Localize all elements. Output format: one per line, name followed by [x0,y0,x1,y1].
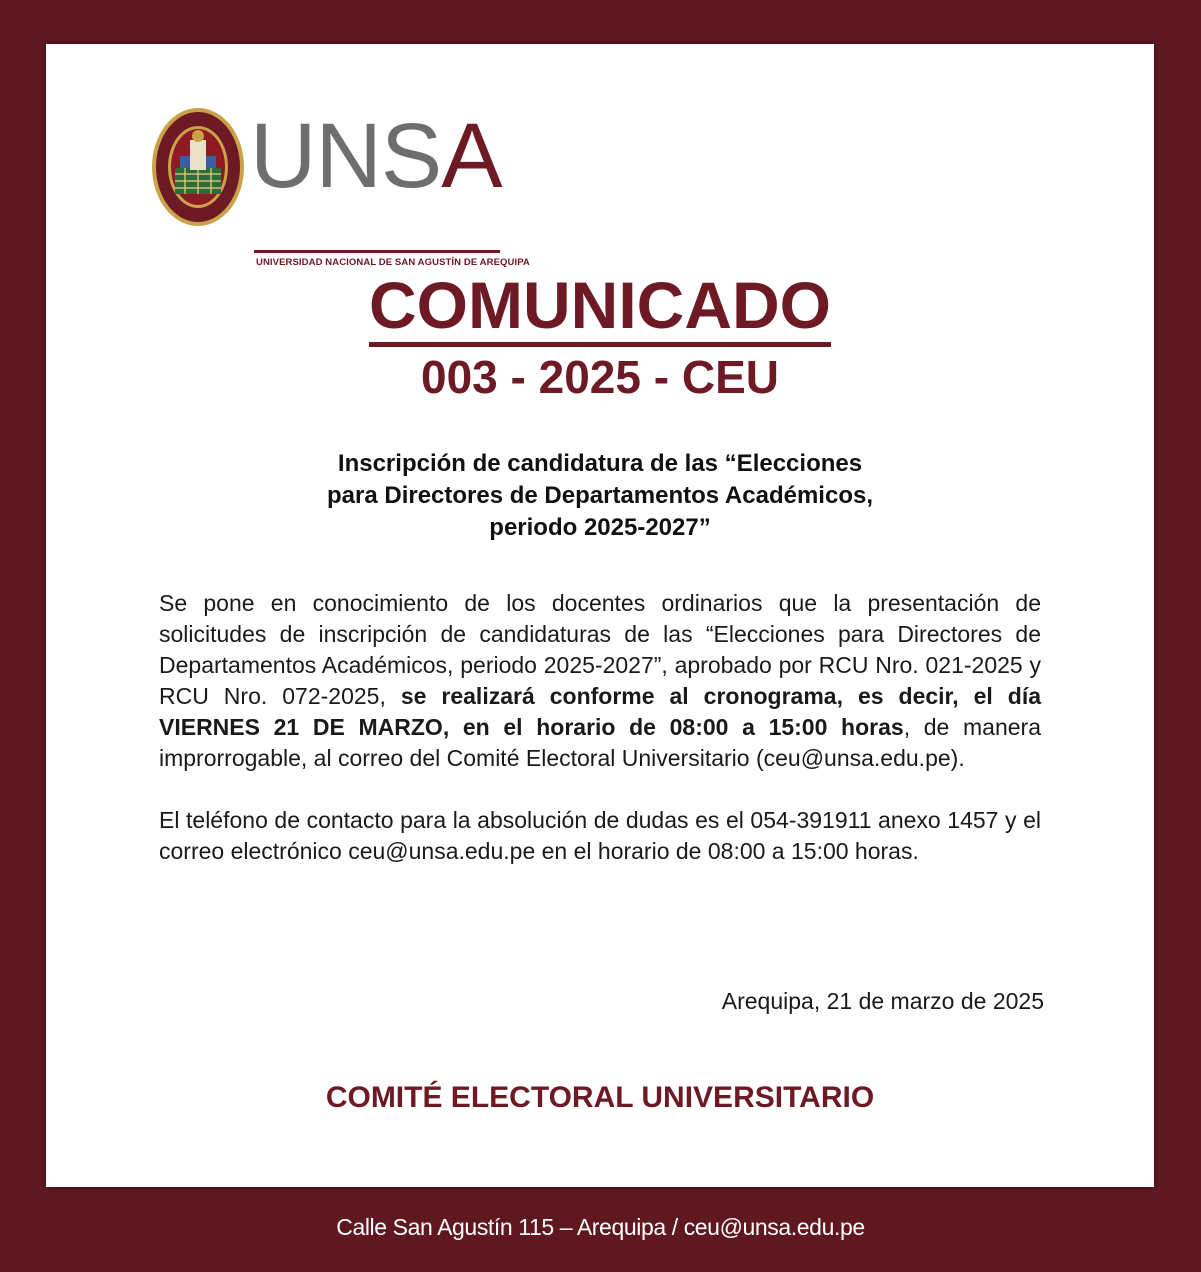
document-title [46,268,1154,347]
subject-line: Inscripción de candidatura de las “Elecciones [337,450,863,477]
committee-signature: COMITÉ ELECTORAL UNIVERSITARIO [325,1081,875,1114]
announcement-schedule: se realizará conforme al cronograma, es decir, el día VIERNES 21 DE MARZO, en el horario de 08:00 a 15:00 horas [159,683,1041,740]
university-seal-icon [150,106,246,228]
subject-heading [46,448,1154,544]
unsa-logo [150,102,530,268]
document-code: 003 - 2025 - CEU [421,351,779,403]
announcement-intro: Se pone en conocimiento de los docentes ordinarios que la presentación de solicitudes de inscripción de candidaturas de las “Elecciones para Directores de Departamentos Académicos, periodo 2025-2027”, aprobado por RCU Nro. 021-2025 y RCU Nro. 072-2025, [159,590,1041,709]
wordmark-uns: UNS [250,105,442,207]
title-text: COMUNICADO [369,272,831,347]
paragraph-contact: El teléfono de contacto para la absolución de dudas es el 054-391911 anexo 1457 y el correo electrónico ceu@unsa.edu.pe en el horario de 08:00 a 15:00 horas. [159,807,1041,864]
document-date: Arequipa, 21 de marzo de 2025 [721,988,1044,1014]
announcement-closing: , de manera improrrogable, al correo del Comité Electoral Universitario (ceu@unsa.edu.pe). [159,714,1041,771]
subject-line: para Directores de Departamentos Académicos, [327,482,873,509]
wordmark-divider [254,250,500,253]
communique-sheet [46,44,1154,1187]
footer-address: Calle San Agustín 115 – Arequipa / ceu@unsa.edu.pe [336,1214,865,1240]
body-text [159,588,1041,867]
subject-line: periodo 2025-2027” [489,514,711,541]
wordmark-a: A [441,105,502,207]
paragraph-announcement [159,588,1041,774]
unsa-wordmark [250,105,502,207]
university-name: UNIVERSIDAD NACIONAL DE SAN AGUSTÍN DE AREQUIPA [256,257,530,268]
